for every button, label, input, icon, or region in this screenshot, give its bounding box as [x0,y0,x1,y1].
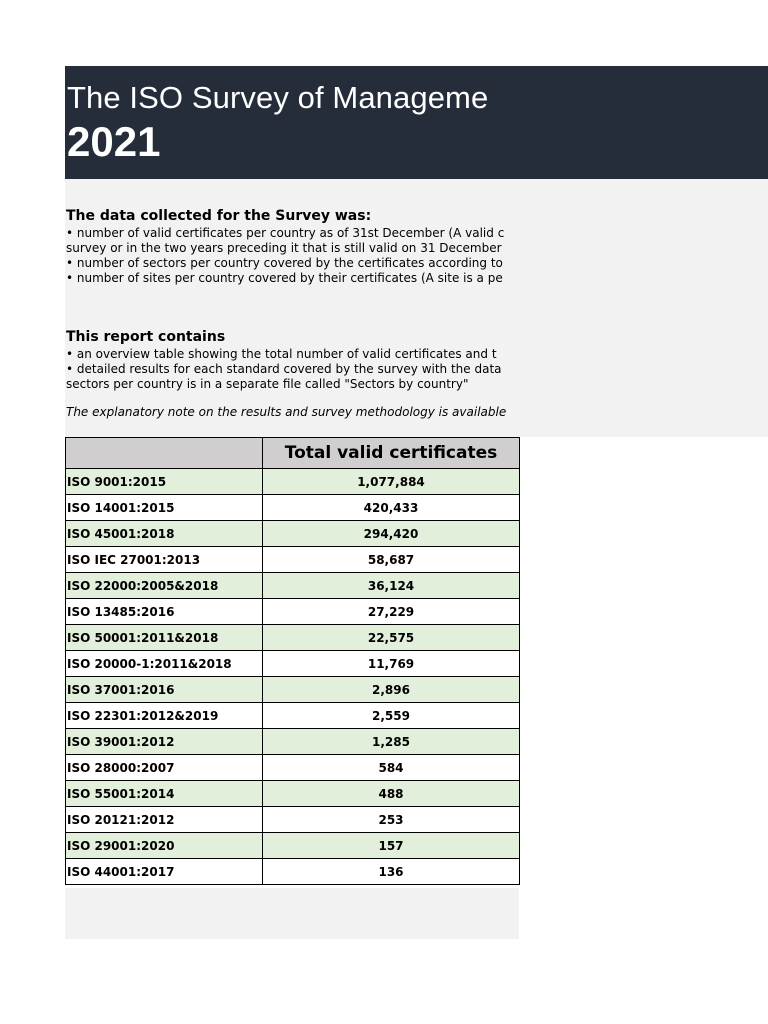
table-row [66,755,520,781]
intro-line: survey or in the two years preceding it that is still valid on 31 December [66,241,502,255]
certificates-table [65,437,520,885]
value-cell: 157 [263,833,520,859]
value-cell: 294,420 [263,521,520,547]
value-cell: 58,687 [263,547,520,573]
table-row [66,651,520,677]
page-title: The ISO Survey of Manageme [67,80,489,115]
value-cell: 136 [263,859,520,885]
standard-cell: ISO 28000:2007 [66,755,263,781]
table-row [66,573,520,599]
value-cell: 1,285 [263,729,520,755]
table-row [66,469,520,495]
standard-cell: ISO 22000:2005&2018 [66,573,263,599]
intro-line: • number of valid certificates per country as of 31st December (A valid c [66,226,505,240]
value-cell: 420,433 [263,495,520,521]
standard-cell: ISO 9001:2015 [66,469,263,495]
table-row [66,703,520,729]
standard-cell: ISO 37001:2016 [66,677,263,703]
report-line: • an overview table showing the total number of valid certificates and t [66,347,497,361]
value-cell: 253 [263,807,520,833]
standard-cell: ISO 50001:2011&2018 [66,625,263,651]
title-banner [65,66,768,179]
table-row [66,495,520,521]
table-row [66,833,520,859]
value-cell: 27,229 [263,599,520,625]
standard-column-header [66,438,263,469]
standard-cell: ISO IEC 27001:2013 [66,547,263,573]
table-header-row [66,438,520,469]
table-row [66,859,520,885]
value-cell: 584 [263,755,520,781]
methodology-note: The explanatory note on the results and survey methodology is available [66,405,507,419]
intro-text [65,179,518,437]
value-cell: 1,077,884 [263,469,520,495]
standard-cell: ISO 22301:2012&2019 [66,703,263,729]
standard-cell: ISO 45001:2018 [66,521,263,547]
standard-cell: ISO 44001:2017 [66,859,263,885]
table-row [66,599,520,625]
standard-cell: ISO 20000-1:2011&2018 [66,651,263,677]
report-line: sectors per country is in a separate file called "Sectors by country" [66,377,469,391]
data-collected-heading: The data collected for the Survey was: [66,208,372,224]
intro-line: • number of sectors per country covered by the certificates according to [66,256,503,270]
table-row [66,677,520,703]
value-cell: 2,559 [263,703,520,729]
standard-cell: ISO 13485:2016 [66,599,263,625]
value-cell: 488 [263,781,520,807]
table-row [66,521,520,547]
table-row [66,729,520,755]
value-cell: 11,769 [263,651,520,677]
total-column-header: Total valid certificates [263,438,520,469]
value-cell: 36,124 [263,573,520,599]
standard-cell: ISO 20121:2012 [66,807,263,833]
survey-year: 2021 [67,118,161,165]
table-row [66,807,520,833]
report-line: • detailed results for each standard covered by the survey with the data [66,362,502,376]
standard-cell: ISO 14001:2015 [66,495,263,521]
value-cell: 2,896 [263,677,520,703]
standard-cell: ISO 29001:2020 [66,833,263,859]
standard-cell: ISO 39001:2012 [66,729,263,755]
value-cell: 22,575 [263,625,520,651]
report-contains-heading: This report contains [66,329,226,345]
standard-cell: ISO 55001:2014 [66,781,263,807]
table-row [66,547,520,573]
table-row [66,625,520,651]
footer-panel [65,888,519,939]
intro-line: • number of sites per country covered by their certificates (A site is a pe [66,271,503,285]
table-row [66,781,520,807]
